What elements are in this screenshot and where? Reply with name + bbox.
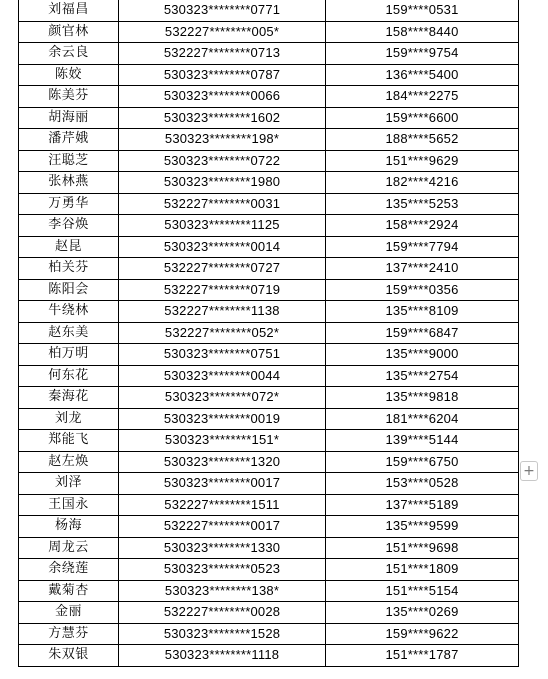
id-number-cell[interactable]: 532227********0713 [119, 43, 326, 65]
table-row [19, 451, 519, 473]
phone-cell[interactable]: 159****0356 [326, 279, 519, 301]
id-number-cell[interactable]: 530323********1118 [119, 645, 326, 667]
phone-cell[interactable]: 135****9818 [326, 387, 519, 409]
table-row [19, 129, 519, 151]
table-row [19, 645, 519, 667]
table-row [19, 387, 519, 409]
name-cell[interactable]: 王国永 [19, 494, 119, 516]
id-number-cell[interactable]: 530323********0014 [119, 236, 326, 258]
table-row [19, 408, 519, 430]
name-cell[interactable]: 周龙云 [19, 537, 119, 559]
name-cell[interactable]: 陈美芬 [19, 86, 119, 108]
id-number-cell[interactable]: 530323********072* [119, 387, 326, 409]
phone-cell[interactable]: 135****5253 [326, 193, 519, 215]
table-row [19, 43, 519, 65]
id-number-cell[interactable]: 530323********1980 [119, 172, 326, 194]
table-row [19, 537, 519, 559]
phone-cell[interactable]: 159****9754 [326, 43, 519, 65]
phone-cell[interactable]: 151****5154 [326, 580, 519, 602]
phone-cell[interactable]: 135****9000 [326, 344, 519, 366]
id-number-cell[interactable]: 530323********1602 [119, 107, 326, 129]
table-row [19, 473, 519, 495]
table-row [19, 623, 519, 645]
phone-cell[interactable]: 139****5144 [326, 430, 519, 452]
table-row [19, 215, 519, 237]
id-number-cell[interactable]: 530323********1528 [119, 623, 326, 645]
id-number-cell[interactable]: 530323********0066 [119, 86, 326, 108]
phone-cell[interactable]: 151****9629 [326, 150, 519, 172]
name-cell[interactable]: 金丽 [19, 602, 119, 624]
id-number-cell[interactable]: 532227********0727 [119, 258, 326, 280]
phone-cell[interactable]: 159****0531 [326, 0, 519, 21]
name-cell[interactable]: 万勇华 [19, 193, 119, 215]
phone-cell[interactable]: 182****4216 [326, 172, 519, 194]
phone-cell[interactable]: 159****6847 [326, 322, 519, 344]
id-number-cell[interactable]: 532227********0031 [119, 193, 326, 215]
table-row [19, 580, 519, 602]
add-row-button[interactable]: + [520, 461, 538, 481]
id-number-cell[interactable]: 532227********0017 [119, 516, 326, 538]
phone-cell[interactable]: 159****6750 [326, 451, 519, 473]
phone-cell[interactable]: 136****5400 [326, 64, 519, 86]
name-cell[interactable]: 张林燕 [19, 172, 119, 194]
table-row [19, 150, 519, 172]
id-number-cell[interactable]: 530323********1320 [119, 451, 326, 473]
id-number-cell[interactable]: 530323********0722 [119, 150, 326, 172]
table-row [19, 0, 519, 21]
phone-cell[interactable]: 137****2410 [326, 258, 519, 280]
id-number-cell[interactable]: 532227********1511 [119, 494, 326, 516]
phone-cell[interactable]: 135****8109 [326, 301, 519, 323]
name-cell[interactable]: 杨海 [19, 516, 119, 538]
name-cell[interactable]: 潘芹娥 [19, 129, 119, 151]
id-number-cell[interactable]: 532227********1138 [119, 301, 326, 323]
name-cell[interactable]: 李谷焕 [19, 215, 119, 237]
id-number-cell[interactable]: 530323********0751 [119, 344, 326, 366]
id-number-cell[interactable]: 530323********198* [119, 129, 326, 151]
table-row [19, 258, 519, 280]
id-number-cell[interactable]: 530323********0787 [119, 64, 326, 86]
id-number-cell[interactable]: 530323********1125 [119, 215, 326, 237]
table-row [19, 516, 519, 538]
name-cell[interactable]: 赵昆 [19, 236, 119, 258]
name-cell[interactable]: 汪聪芝 [19, 150, 119, 172]
id-number-cell[interactable]: 530323********0523 [119, 559, 326, 581]
phone-cell[interactable]: 151****1809 [326, 559, 519, 581]
id-number-cell[interactable]: 530323********0044 [119, 365, 326, 387]
table-row [19, 86, 519, 108]
phone-cell[interactable]: 151****9698 [326, 537, 519, 559]
id-number-cell[interactable]: 532227********005* [119, 21, 326, 43]
phone-cell[interactable]: 181****6204 [326, 408, 519, 430]
id-number-cell[interactable]: 530323********0771 [119, 0, 326, 21]
name-cell[interactable]: 何东花 [19, 365, 119, 387]
name-cell[interactable]: 胡海丽 [19, 107, 119, 129]
phone-cell[interactable]: 188****5652 [326, 129, 519, 151]
name-cell[interactable]: 刘福昌 [19, 0, 119, 21]
name-cell[interactable]: 朱双银 [19, 645, 119, 667]
name-cell[interactable]: 余绕莲 [19, 559, 119, 581]
table-row [19, 21, 519, 43]
table-row [19, 494, 519, 516]
table-row [19, 107, 519, 129]
name-cell[interactable]: 刘龙 [19, 408, 119, 430]
table-row [19, 279, 519, 301]
name-cell[interactable]: 柏关芬 [19, 258, 119, 280]
id-number-cell[interactable]: 530323********0017 [119, 473, 326, 495]
phone-cell[interactable]: 158****2924 [326, 215, 519, 237]
phone-cell[interactable]: 135****0269 [326, 602, 519, 624]
phone-cell[interactable]: 137****5189 [326, 494, 519, 516]
name-cell[interactable]: 郑能飞 [19, 430, 119, 452]
name-cell[interactable]: 刘泽 [19, 473, 119, 495]
phone-cell[interactable]: 159****9622 [326, 623, 519, 645]
table-row [19, 236, 519, 258]
id-number-cell[interactable]: 530323********0019 [119, 408, 326, 430]
table-row [19, 64, 519, 86]
id-number-cell[interactable]: 530323********1330 [119, 537, 326, 559]
name-cell[interactable]: 方慧芬 [19, 623, 119, 645]
phone-cell[interactable]: 159****7794 [326, 236, 519, 258]
table-row [19, 301, 519, 323]
id-number-cell[interactable]: 532227********0028 [119, 602, 326, 624]
name-cell[interactable]: 陈阳会 [19, 279, 119, 301]
phone-cell[interactable]: 135****2754 [326, 365, 519, 387]
table-row [19, 602, 519, 624]
name-cell[interactable]: 余云良 [19, 43, 119, 65]
table-row [19, 559, 519, 581]
name-cell[interactable]: 戴菊杏 [19, 580, 119, 602]
phone-cell[interactable]: 153****0528 [326, 473, 519, 495]
table-row [19, 172, 519, 194]
table-row [19, 430, 519, 452]
name-cell[interactable]: 赵东美 [19, 322, 119, 344]
id-number-cell[interactable]: 532227********052* [119, 322, 326, 344]
id-number-cell[interactable]: 532227********0719 [119, 279, 326, 301]
name-cell[interactable]: 牛绕林 [19, 301, 119, 323]
table-row [19, 322, 519, 344]
table-body [19, 0, 519, 666]
name-cell[interactable]: 秦海花 [19, 387, 119, 409]
id-number-cell[interactable]: 530323********151* [119, 430, 326, 452]
phone-cell[interactable]: 159****6600 [326, 107, 519, 129]
name-cell[interactable]: 颜官林 [19, 21, 119, 43]
phone-cell[interactable]: 158****8440 [326, 21, 519, 43]
table-row [19, 365, 519, 387]
name-cell[interactable]: 赵左焕 [19, 451, 119, 473]
id-number-cell[interactable]: 530323********138* [119, 580, 326, 602]
phone-cell[interactable]: 135****9599 [326, 516, 519, 538]
people-table [18, 0, 519, 667]
phone-cell[interactable]: 151****1787 [326, 645, 519, 667]
table-row [19, 193, 519, 215]
name-cell[interactable]: 柏万明 [19, 344, 119, 366]
phone-cell[interactable]: 184****2275 [326, 86, 519, 108]
name-cell[interactable]: 陈姣 [19, 64, 119, 86]
table-row [19, 344, 519, 366]
